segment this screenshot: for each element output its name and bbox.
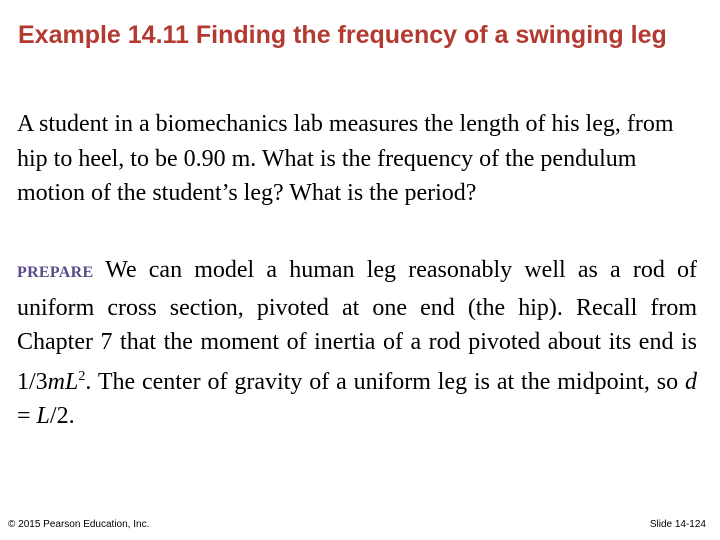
length-variable: L xyxy=(65,368,79,395)
slide-title: Example 14.11 Finding the frequency of a swinging leg xyxy=(18,21,667,49)
copyright-notice: © 2015 Pearson Education, Inc. xyxy=(8,519,150,530)
prepare-text-end: /2. xyxy=(49,403,75,429)
mass-variable: m xyxy=(47,368,66,395)
slide-number: Slide 14-124 xyxy=(649,519,706,530)
prepare-text-mid: . The center of gravity of a uniform leg is at the midpoint, so xyxy=(85,368,685,395)
prepare-label: PREPARE xyxy=(17,264,94,281)
distance-variable: d xyxy=(685,368,697,395)
length-variable-2: L xyxy=(36,403,50,429)
equals-sign: = xyxy=(17,403,37,429)
prepare-paragraph xyxy=(17,253,697,434)
problem-statement: A student in a biomechanics lab measures the length of his leg, from hip to heel, to be 0.90 m. What is the frequency of the pendulum motion of the student’s leg? What is the period? xyxy=(17,111,674,206)
prepare-text: We can model a human leg reasonably well as a rod of uniform cross section, pivoted at one end (the hip). Recall from Chapter 7 that the moment of inertia of a rod pivoted about its end is 1/3 xyxy=(17,257,697,395)
exponent: 2 xyxy=(78,368,86,384)
